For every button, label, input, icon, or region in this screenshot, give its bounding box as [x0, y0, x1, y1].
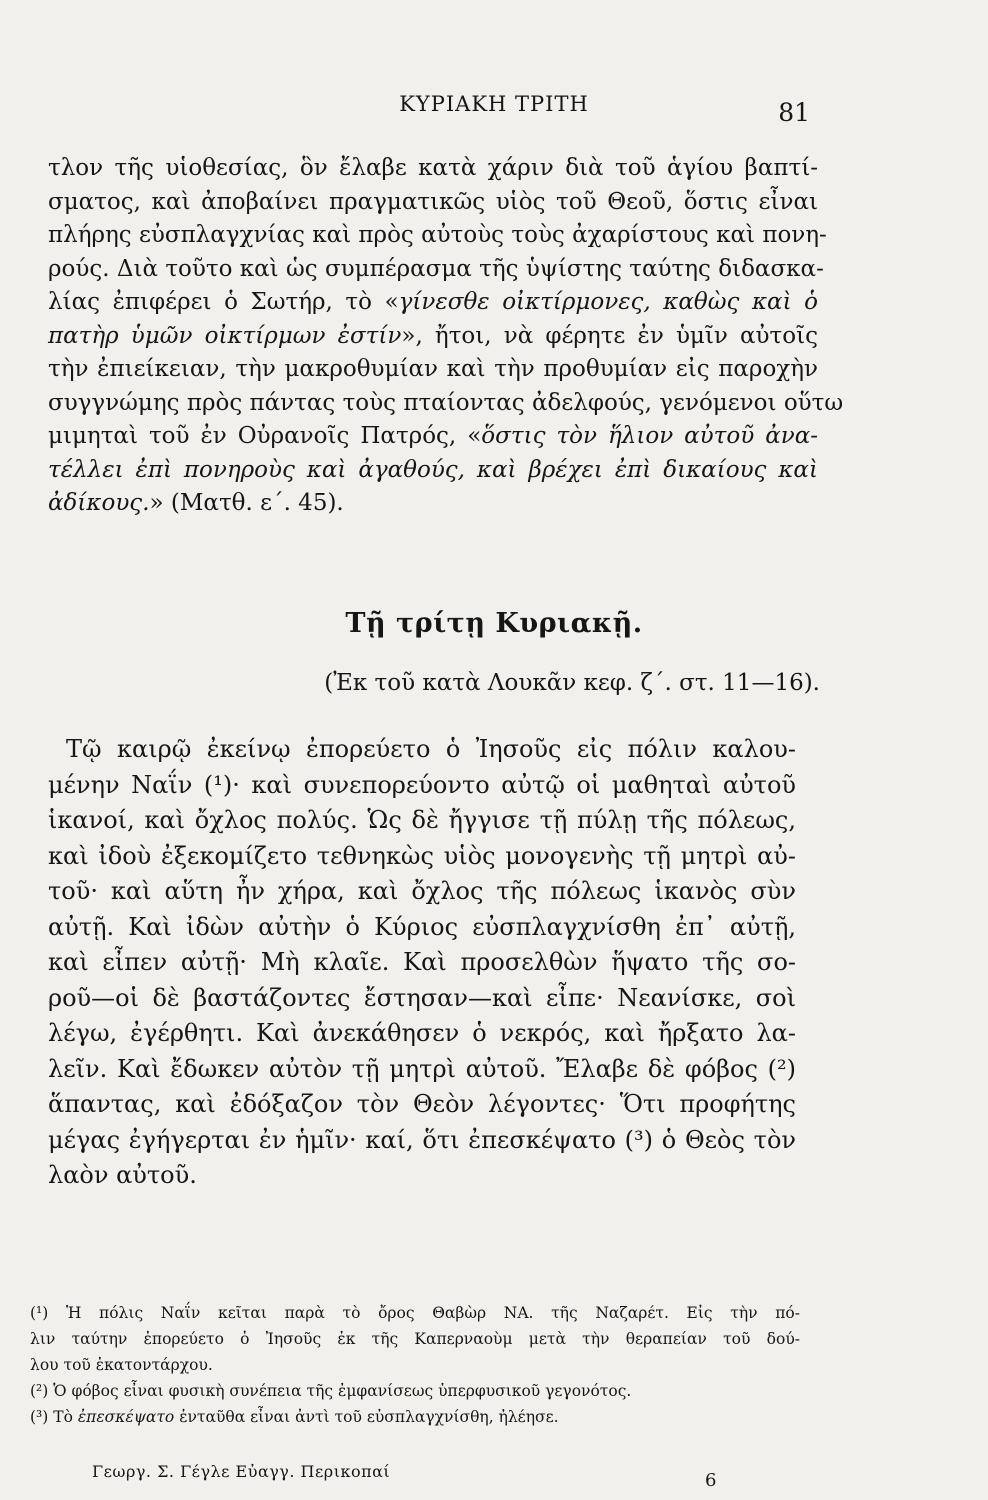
printer-signature: Γεωργ. Σ. Γέγλε Εὐαγγ. Περικοπαί: [92, 1462, 391, 1481]
text-line: λεῖν. Καὶ ἔδωκεν αὐτὸν τῇ μητρὶ αὐτοῦ. Ἔλαβε δὲ φόβος (²): [48, 1054, 796, 1083]
gospel-passage: [48, 732, 796, 1194]
text-line: [48, 487, 818, 521]
page-number: 81: [778, 98, 810, 127]
text-line: πλήρης εὐσπλαγχνίας καὶ πρὸς αὐτοὺς τοὺς ἀχαρίστους καὶ πονη-: [48, 222, 827, 248]
footnote-term-italic: ἐπεσκέψατο: [77, 1408, 175, 1426]
text-line: τὴν ἐπιείκειαν, τὴν μακροθυμίαν καὶ τὴν προθυμίαν εἰς παροχὴν: [48, 356, 818, 382]
footnote-1-line: (¹) Ἡ πόλις Ναΐν κεῖται παρὰ τὸ ὄρος Θαβὼρ ΝΑ. τῆς Ναζαρέτ. Εἰς τὴν πό-: [30, 1304, 800, 1322]
text-run: » (Ματθ. ε΄. 45).: [149, 490, 344, 516]
text-line: λέγω, ἐγέρθητι. Καὶ ἀνεκάθησεν ὁ νεκρός, καὶ ἤρξατο λα-: [48, 1019, 796, 1047]
intro-paragraph: [48, 152, 844, 521]
text-line: ρούς. Διὰ τοῦτο καὶ ὡς συμπέρασμα τῆς ὑψίστης ταύτης διδασκα-: [48, 255, 824, 282]
footnote-3: [30, 1404, 800, 1430]
footnotes: [30, 1300, 800, 1430]
quote-italic: γίνεσθε οἰκτίρμονες, καθὼς καὶ ὁ: [398, 289, 819, 315]
text-run: », ἤτοι, νὰ φέρητε ἐν ὑμῖν αὐτοῖς: [401, 322, 818, 349]
text-line: μένην Ναΐν (¹)· καὶ συνεπορεύοντο αὐτῷ οἱ μαθηταὶ αὐτοῦ: [48, 770, 796, 799]
text-line: μέγας ἐγήγερται ἐν ἡμῖν· καί, ὅτι ἐπεσκέψατο (³) ὁ Θεὸς τὸν: [48, 1125, 796, 1154]
footnote-1-line: λιν ταύτην ἐπορεύετο ὁ Ἰησοῦς ἐκ τῆς Καπερναοὺμ μετὰ τὴν θεραπείαν τοῦ δού-: [30, 1330, 800, 1348]
text-line: [48, 286, 818, 320]
text-run: ἐνταῦθα εἶναι ἀντὶ τοῦ εὐσπλαγχνίσθη, ἠλέησε.: [174, 1408, 559, 1426]
running-head: ΚΥΡΙΑΚΗ ΤΡΙΤΗ: [399, 92, 589, 116]
section-heading: Τῇ τρίτῃ Κυριακῇ.: [345, 608, 643, 639]
text-line: [48, 320, 818, 354]
text-line: σματος, καὶ ἀποβαίνει πραγματικῶς υἱὸς τοῦ Θεοῦ, ὅστις εἶναι: [48, 188, 818, 215]
text-run: λίας ἐπιφέρει ὁ Σωτήρ, τὸ «: [48, 289, 399, 315]
text-line: ἅπαντας, καὶ ἐδόξαζον τὸν Θεὸν λέγοντες· Ὅτι προφήτης: [48, 1090, 796, 1118]
quote-italic: πατὴρ ὑμῶν οἰκτίρμων ἐστίν: [48, 322, 402, 349]
text-line: λαὸν αὐτοῦ.: [48, 1161, 197, 1189]
text-line: τλον τῆς υἱοθεσίας, ὃν ἔλαβε κατὰ χάριν διὰ τοῦ ἁγίου βαπτί-: [48, 155, 818, 181]
scripture-reference: (Ἐκ τοῦ κατὰ Λουκᾶν κεφ. ζ΄. στ. 11—16).: [324, 670, 820, 696]
text-line: ροῦ—οἱ δὲ βαστάζοντες ἔστησαν—καὶ εἶπε· Νεανίσκε, σοὶ: [48, 983, 796, 1012]
text-line: αὐτῇ. Καὶ ἰδὼν αὐτὴν ὁ Κύριος εὐσπλαγχνίσθη ἐπ᾽ αὐτῇ,: [48, 912, 796, 941]
text-run: (³) Τὸ: [30, 1408, 78, 1426]
text-line: συγγνώμης πρὸς πάντας τοὺς πταίοντας ἀδελφούς, γενόμενοι οὕτω: [48, 389, 844, 416]
quote-italic: ὅστις τὸν ἥλιον αὐτοῦ ἀνα-: [481, 423, 819, 449]
text-line: καὶ εἶπεν αὐτῇ· Μὴ κλαῖε. Καὶ προσελθὼν ἥψατο τῆς σο-: [48, 948, 796, 976]
text-line: τέλλει ἐπὶ πονηροὺς καὶ ἀγαθούς, καὶ βρέχει ἐπὶ δικαίους καὶ: [48, 456, 818, 483]
footnote-1-line: λου τοῦ ἑκατοντάρχου.: [30, 1356, 213, 1374]
text-line: τοῦ· καὶ αὕτη ἦν χήρα, καὶ ὄχλος τῆς πόλεως ἱκανὸς σὺν: [48, 877, 796, 905]
footnote-2: (²) Ὁ φόβος εἶναι φυσικὴ συνέπεια τῆς ἐμφανίσεως ὑπερφυσικοῦ γεγονότος.: [30, 1382, 632, 1400]
quote-italic: ἀδίκους.: [48, 490, 150, 516]
text-line: ἱκανοί, καὶ ὄχλος πολύς. Ὡς δὲ ἤγγισε τῇ πύλῃ τῆς πόλεως,: [48, 806, 796, 834]
text-run: μιμηταὶ τοῦ ἐν Οὐρανοῖς Πατρός, «: [48, 423, 482, 449]
text-line: Τῷ καιρῷ ἐκείνῳ ἐπορεύετο ὁ Ἰησοῦς εἰς πόλιν καλου-: [66, 735, 796, 763]
text-line: καὶ ἰδοὺ ἐξεκομίζετο τεθνηκὼς υἱὸς μονογενὴς τῇ μητρὶ αὐ-: [48, 841, 796, 870]
sheet-number: 6: [705, 1470, 717, 1491]
text-line: [48, 420, 818, 454]
